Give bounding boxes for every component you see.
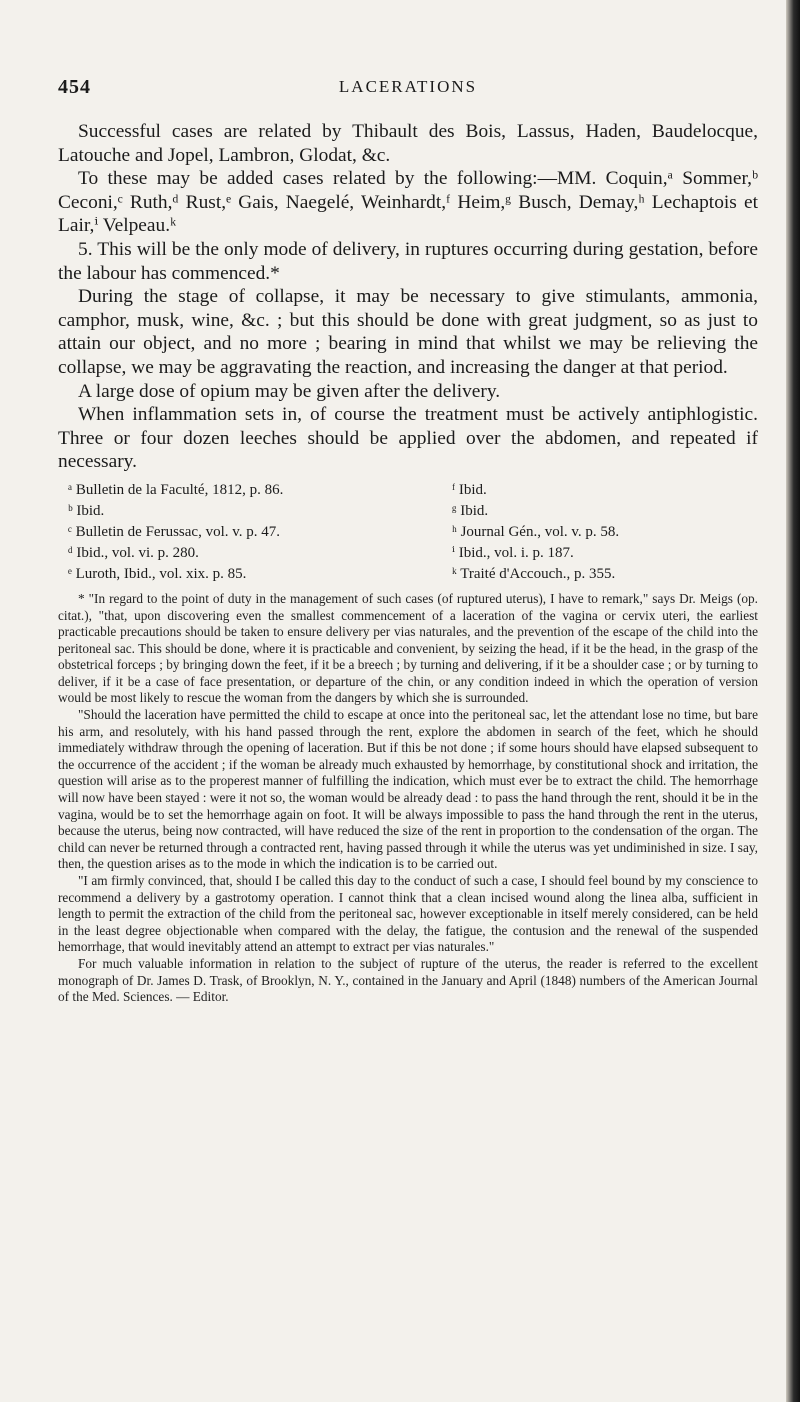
footnote-a: ᵃ Bulletin de la Faculté, 1812, p. 86. xyxy=(68,481,284,498)
main-text xyxy=(58,120,758,474)
page-header xyxy=(58,76,758,106)
footnotes xyxy=(58,480,758,585)
editor-note xyxy=(58,591,758,1006)
paragraph-collapse: During the stage of collapse, it may be necessary to give stimulants, ammonia, camphor, musk, wine, &c. ; but this should be done with great judgment, so as just to attain our object, and no more ; bearing in mind that whilst we may be relieving the collapse, we may be aggravating the reaction, and increasing the danger at that period. xyxy=(58,286,758,378)
footnote-k: ᵏ Traité d'Accouch., p. 355. xyxy=(452,565,616,582)
footnote-i: ⁱ Ibid., vol. i. p. 187. xyxy=(452,544,574,561)
paragraph-mode-of-delivery: 5. This will be the only mode of delivery, in ruptures occurring during gestation, before the labour has commenced.* xyxy=(58,238,758,284)
page-edge-shadow xyxy=(786,0,800,1402)
footnote-c: ᶜ Bulletin de Ferussac, vol. v. p. 47. xyxy=(68,523,281,540)
paragraph-opium: A large dose of opium may be given after the delivery. xyxy=(78,380,501,402)
editor-note-paragraph: "I am firmly convinced, that, should I be called this day to the conduct of such a case, I should feel bound by my conscience to recommend a delivery by a gastrotomy operation. I cannot think that a clean incised wound along the linea alba, sufficient in length to permit the extraction of the child from the peritoneal sac, however exceptionable in itself merely considered, can be held in the least degree objectionable when compared with the delay, the fatigue, the contusion and the renewal of the suspended hemorrhage, that would inevitably attend an attempt to extract per vias naturales." xyxy=(58,873,758,955)
footnote-h: ʰ Journal Gén., vol. v. p. 58. xyxy=(452,523,620,540)
paragraph-cases-list: To these may be added cases related by the following:—MM. Coquin,ᵃ Sommer,ᵇ Ceconi,ᶜ Ruth,ᵈ Rust,ᵉ Gais, Naegelé, Weinhardt,ᶠ Heim,ᵍ Busch, Demay,ʰ Lechaptois et Lair,ⁱ Velpeau.ᵏ xyxy=(58,168,758,237)
running-title: LACERATIONS xyxy=(338,77,478,96)
editor-note-paragraph: * "In regard to the point of duty in the management of such cases (of ruptured uterus), I have to remark," says Dr. Meigs (op. citat.), "that, upon discovering even the smallest commencement of a laceration of the vagina or cervix uteri, the earliest practicable precautions should be taken to ensure delivery per vias naturales, and the prevention of the escape of the child into the peritoneal sac. This should be done, where it is practicable and convenient, by seizing the head, if it be the head, in the grasp of the obstetrical forceps ; by bringing down the feet, if it be a breech ; by turning and delivering, if it be a shoulder case ; or by turning to deliver, if it be a case of face presentation, or departure of the chin, or any condition indeed in which the operation of version would be most likely to rescue the woman from the dangers by which she is surrounded. xyxy=(58,590,758,706)
editor-note-paragraph: For much valuable information in relation to the subject of rupture of the uterus, the reader is referred to the excellent monograph of Dr. James D. Trask, of Brooklyn, N. Y., contained in the January and April (1848) numbers of the American Journal of the Med. Sciences. — Editor. xyxy=(58,955,758,1005)
paragraph-successful-cases: Successful cases are related by Thibault des Bois, Lassus, Haden, Baudelocque, Latouche and Jopel, Lambron, Glodat, &c. xyxy=(58,121,758,166)
footnote-e: ᵉ Luroth, Ibid., vol. xix. p. 85. xyxy=(68,565,247,582)
footnote-g: ᵍ Ibid. xyxy=(452,502,489,519)
paragraph-inflammation: When inflammation sets in, of course the treatment must be actively antiphlogistic. Three or four dozen leeches should be applied over the abdomen, and repeated if necessary. xyxy=(58,404,758,473)
footnote-f: ᶠ Ibid. xyxy=(452,481,487,498)
footnote-b: ᵇ Ibid. xyxy=(68,502,105,519)
editor-note-paragraph: "Should the laceration have permitted the child to escape at once into the peritoneal sac, let the attendant lose no time, but bare his arm, and resolutely, with his hand passed through the rent, explore the abdomen in search of the feet, which he should immediately withdraw through the opening of laceration. But if this be not done ; if some hours should have elapsed subsequent to the occurrence of the accident ; if the woman be already much exhausted by hemorrhage, by constitutional shock and irritation, the question will arise as to the properest manner of fulfilling the indication, which must ever be to extract the child. The hemorrhage will now have been stayed : were it not so, the woman would be already dead : to pass the hand through the rent, should it be in the vagina, would be to set the hemorrhage again on foot. It will be always impossible to pass the hand through the rent in the uterus, because the uterus, being now contracted, will have reduced the size of the rent in proportion to the condensation of the organ. The child can never be returned through a contracted rent, having passed through it while the uterus was yet undiminished in size. I say, then, the question arises as to the mode in which the indication is to be carried out. xyxy=(58,707,758,872)
book-page xyxy=(58,76,758,1006)
footnote-d: ᵈ Ibid., vol. vi. p. 280. xyxy=(68,544,199,561)
page-number: 454 xyxy=(58,76,91,98)
